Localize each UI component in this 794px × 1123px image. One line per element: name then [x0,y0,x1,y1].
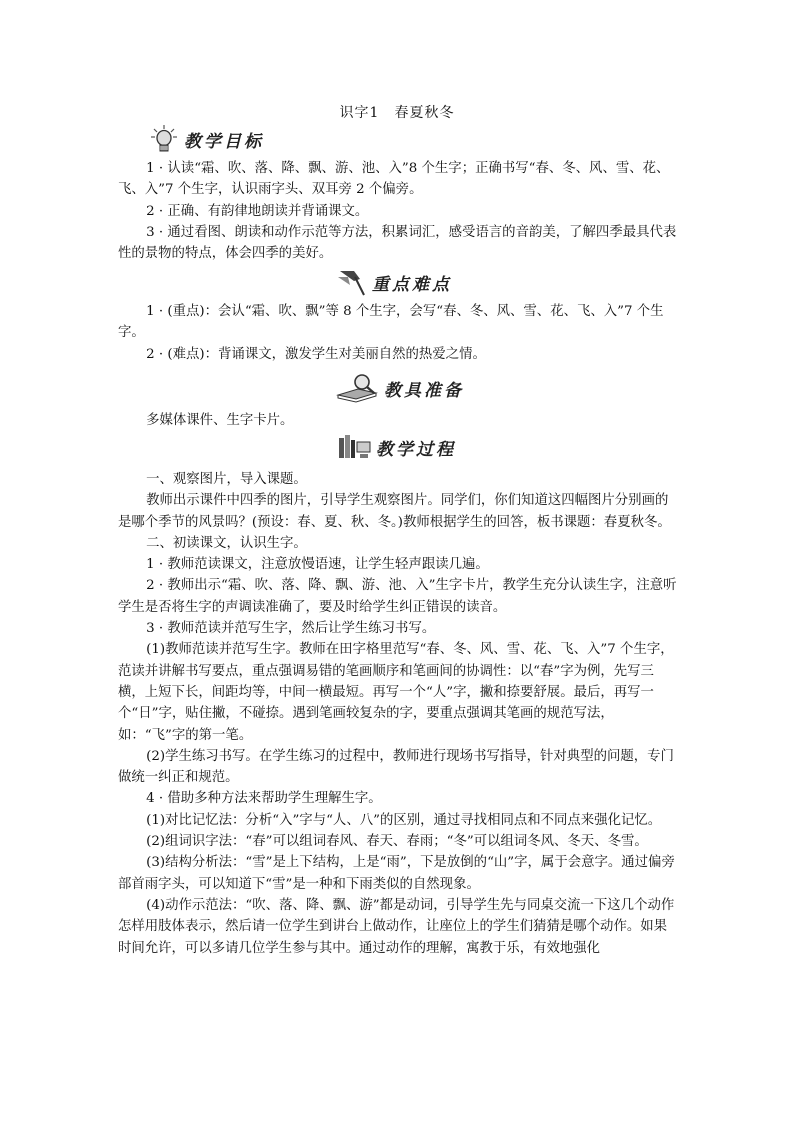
paragraph: (4)动作示范法：“吹、落、降、飘、游”都是动词，引导学生先与同桌交流一下这几个动作怎样用肢体表示，然后请一位学生到讲台上做动作，让座位上的学生们猜猜是哪个动作。如果时间允许，可以多请几位学生参与其中。通过动作的理解，寓教于乐，有效地强化 [118,897,675,956]
paragraph: 2 · 正确、有韵律地朗读并背诵课文。 [146,203,369,219]
books-computer-icon [336,432,372,462]
paragraph: 1 · 认读“霜、吹、落、降、飘、游、池、入”8 个生字；正确书写“春、冬、风、雪、花、飞、入”7 个生字，认识雨字头、双耳旁 2 个偏旁。 [118,161,670,198]
prep-body [118,410,680,431]
paragraph: (2)组词识字法：“春”可以组词春风、春天、春雨；“冬”可以组词冬风、冬天、冬雪。 [146,834,648,850]
lesson-title: 识字1 春夏秋冬 [339,105,455,121]
section-heading-prep [0,373,794,407]
paragraph: (2)学生练习书写。在学生练习的过程中，教师进行现场书写指导，针对典型的问题，专门做统一纠正和规范。 [118,748,674,786]
section-heading-goals [0,124,794,158]
paragraph: 一、观察图片，导入课题。 [146,472,307,487]
section-heading-label: 重点难点 [372,274,452,295]
pushpin-icon [336,267,368,297]
goals-body [118,158,680,264]
lightbulb-icon [148,124,180,154]
magnifier-book-icon [336,373,380,403]
section-heading-label: 教具准备 [384,380,464,401]
section-heading-label: 教学目标 [184,131,264,152]
paragraph: (1)教师范读并范写生字。教师在田字格里范写“春、冬、风、雪、花、飞、入”7 个生字，范读并讲解书写要点，重点强调易错的笔画顺序和笔画间的协调性：以“春”字为例，先写三横，上短下长，间距均等，中间一横最短。再写一个“人”字，撇和捺要舒展。最后，再写一个“日”字，贴住撇，不碰捺。遇到笔画较复杂的字，要重点强调其笔画的规范写法，如：“飞”字的第一笔。 [118,642,674,743]
paragraph: 教师出示课件中四季的图片，引导学生观察图片。同学们，你们知道这四幅图片分别画的是哪个季节的风景吗？(预设：春、夏、秋、冬。)教师根据学生的回答，板书课题：春夏秋冬。 [118,493,671,530]
section-heading-process [0,432,794,466]
paragraph: 2 · 教师出示“霜、吹、落、降、飘、游、池、入”生字卡片，教学生充分认读生字，注意听学生是否将生字的声调读准确了，要及时给学生纠正错误的读音。 [118,578,677,615]
paragraph: 多媒体课件、生字卡片。 [146,413,294,428]
paragraph: 1 · (重点)：会认“霜、吹、飘”等 8 个生字，会写“春、冬、风、雪、花、飞、入”7 个生字。 [118,304,664,341]
section-heading-keypoints [0,267,794,301]
keypoints-body [118,301,680,365]
section-heading-label: 教学过程 [376,439,456,460]
process-body [118,469,680,959]
paragraph: 1 · 教师范读课文，注意放慢语速，让学生轻声跟读几遍。 [146,557,489,573]
paragraph: 2 · (难点)：背诵课文，激发学生对美丽自然的热爱之情。 [146,346,486,362]
paragraph: 3 · 通过看图、朗读和动作示范等方法，积累词汇，感受语言的音韵美，了解四季最具代表性的景物的特点，体会四季的美好。 [118,224,677,262]
paragraph: 二、初读课文，认识生字。 [146,535,307,551]
paragraph: 3 · 教师范读并范写生字，然后让学生练习书写。 [146,621,436,637]
paragraph: (3)结构分析法：“雪”是上下结构，上是“雨”，下是放倒的“山”字，属于会意字。通过偏旁部首雨字头，可以知道下“雪”是一种和下雨类似的自然现象。 [118,855,675,892]
paragraph: 4 · 借助多种方法来帮助学生理解生字。 [146,791,382,807]
paragraph: (1)对比记忆法：分析“入”字与“人、八”的区别，通过寻找相同点和不同点来强化记忆。 [146,812,662,828]
